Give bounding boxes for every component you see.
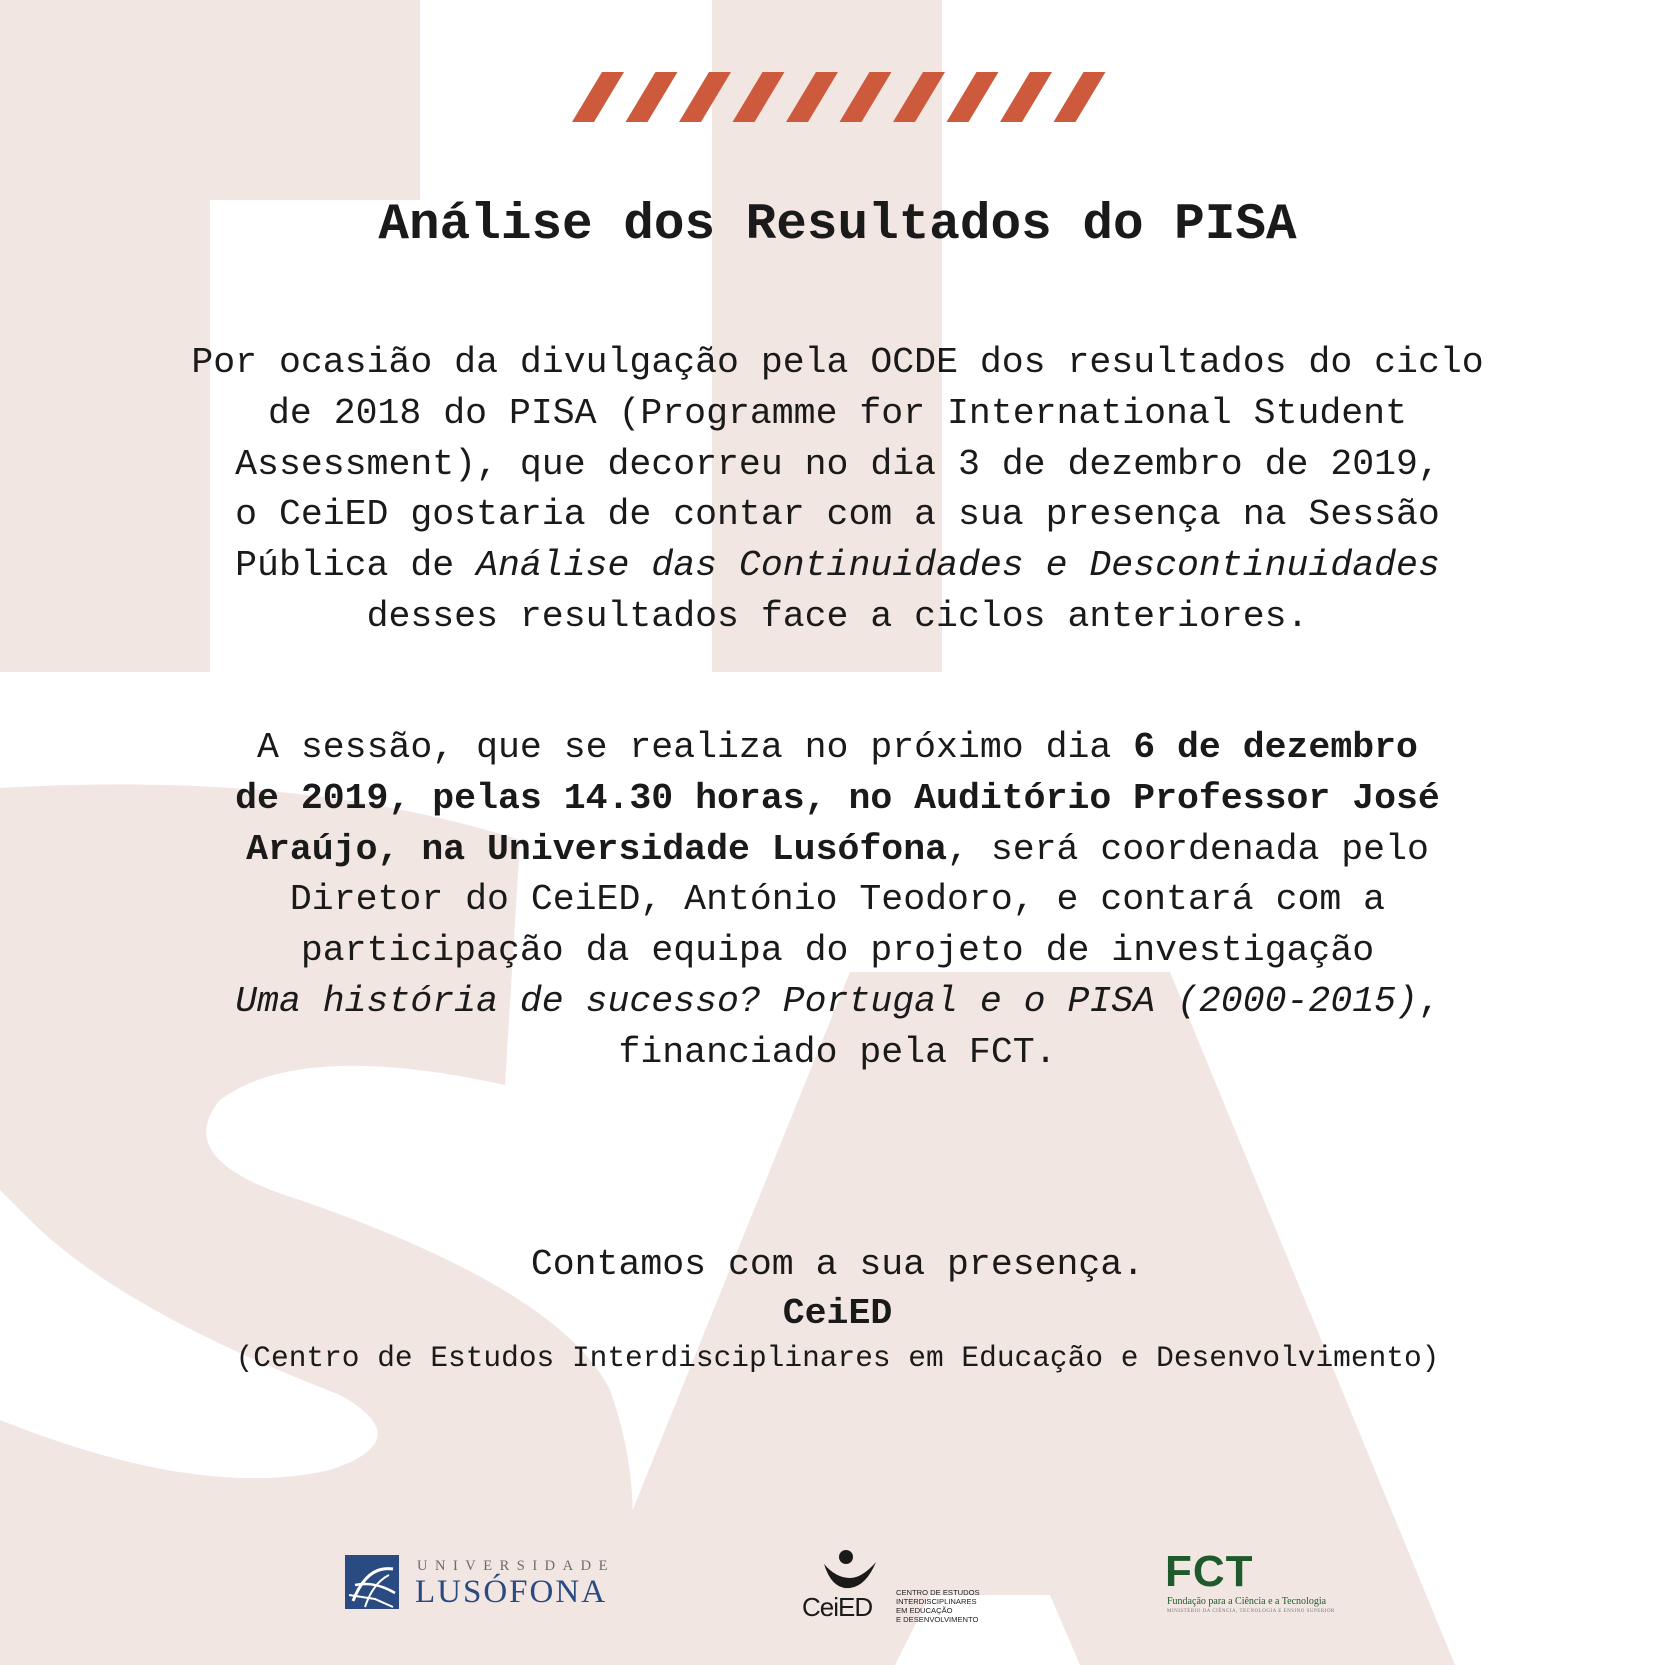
stripe: [840, 72, 892, 122]
stripe: [733, 72, 785, 122]
lusofona-globe-icon: [345, 1555, 399, 1609]
signature: CeiED: [782, 1293, 893, 1334]
intro-paragraph: [60, 338, 1615, 643]
fct-ministry-text: MINISTÉRIO DA CIÊNCIA, TECNOLOGIA E ENSINO SUPERIOR: [1167, 1609, 1335, 1614]
stripe: [947, 72, 999, 122]
stripe: [626, 72, 678, 122]
fct-subtitle: Fundação para a Ciência e a Tecnologia: [1167, 1596, 1327, 1607]
ceied-name-text: CeiED: [802, 1592, 873, 1622]
session-date-bold: 6 de dezembro: [1133, 727, 1418, 768]
session-line: Diretor do CeiED, António Teodoro, e contará com a: [289, 879, 1386, 921]
stripe: [679, 72, 731, 122]
session-venue-bold: Araújo, na Universidade Lusófona: [246, 828, 948, 870]
ceied-subtitle-line: E DESENVOLVIMENTO: [896, 1615, 979, 1624]
session-line: financiado pela FCT.: [618, 1031, 1057, 1073]
session-line: [60, 825, 1615, 876]
page-title: Análise dos Resultados do PISA: [378, 197, 1297, 254]
session-line: [60, 774, 1615, 825]
session-paragraph: [60, 723, 1615, 1079]
session-line: [60, 723, 1615, 774]
lusofona-logo: [345, 1555, 625, 1615]
session-text: ,: [1417, 980, 1440, 1022]
ceied-subtitle-line: EM EDUCAÇÃO: [896, 1606, 953, 1615]
intro-line: Por ocasião da divulgação pela OCDE dos resultados do ciclo: [191, 342, 1484, 383]
stripe: [893, 72, 945, 122]
stripe: [1000, 72, 1052, 122]
intro-line: [60, 541, 1615, 592]
session-line: [60, 977, 1615, 1028]
ceied-subtitle: [896, 1588, 980, 1624]
ceied-subtitle-line: CENTRO DE ESTUDOS: [896, 1588, 980, 1597]
intro-line: de 2018 do PISA (Programme for International Student: [268, 392, 1407, 434]
diagonal-stripes-icon: [572, 72, 1108, 124]
intro-text: Pública de: [235, 545, 477, 587]
session-time-place-bold: de 2019, pelas 14.30 horas, no Auditório Professor José: [235, 777, 1440, 819]
project-title-italic: Uma história de sucesso? Portugal e o PISA (2000-2015): [235, 980, 1418, 1022]
stripe: [1054, 72, 1106, 122]
session-text: , será coordenada pelo: [947, 828, 1429, 870]
ceied-subtitle-line: INTERDISCIPLINARES: [896, 1597, 977, 1606]
session-text: A sessão, que se realiza no próximo dia: [257, 727, 1134, 768]
session-title-italic: Análise das Continuidades e Descontinuidades: [476, 545, 1440, 587]
intro-line: desses resultados face a ciclos anteriores.: [366, 595, 1309, 637]
stripe: [786, 72, 838, 122]
fct-logo: [1165, 1547, 1345, 1623]
intro-line: o CeiED gostaria de contar com a sua presença na Sessão: [235, 494, 1440, 536]
session-line: participação da equipa do projeto de investigação: [300, 930, 1375, 972]
fct-name-text: FCT: [1165, 1547, 1254, 1596]
lusofona-name-text: LUSÓFONA: [415, 1574, 608, 1610]
ceied-logo: [800, 1548, 990, 1623]
signature-fullname: (Centro de Estudos Interdisciplinares em Educação e Desenvolvimento): [235, 1341, 1440, 1375]
lusofona-univ-text: UNIVERSIDADE: [417, 1558, 615, 1574]
ceied-figure-icon: [822, 1548, 878, 1594]
stripe: [572, 72, 624, 122]
intro-line: Assessment), que decorreu no dia 3 de dezembro de 2019,: [235, 443, 1440, 485]
closing-line: Contamos com a sua presença.: [530, 1244, 1145, 1285]
